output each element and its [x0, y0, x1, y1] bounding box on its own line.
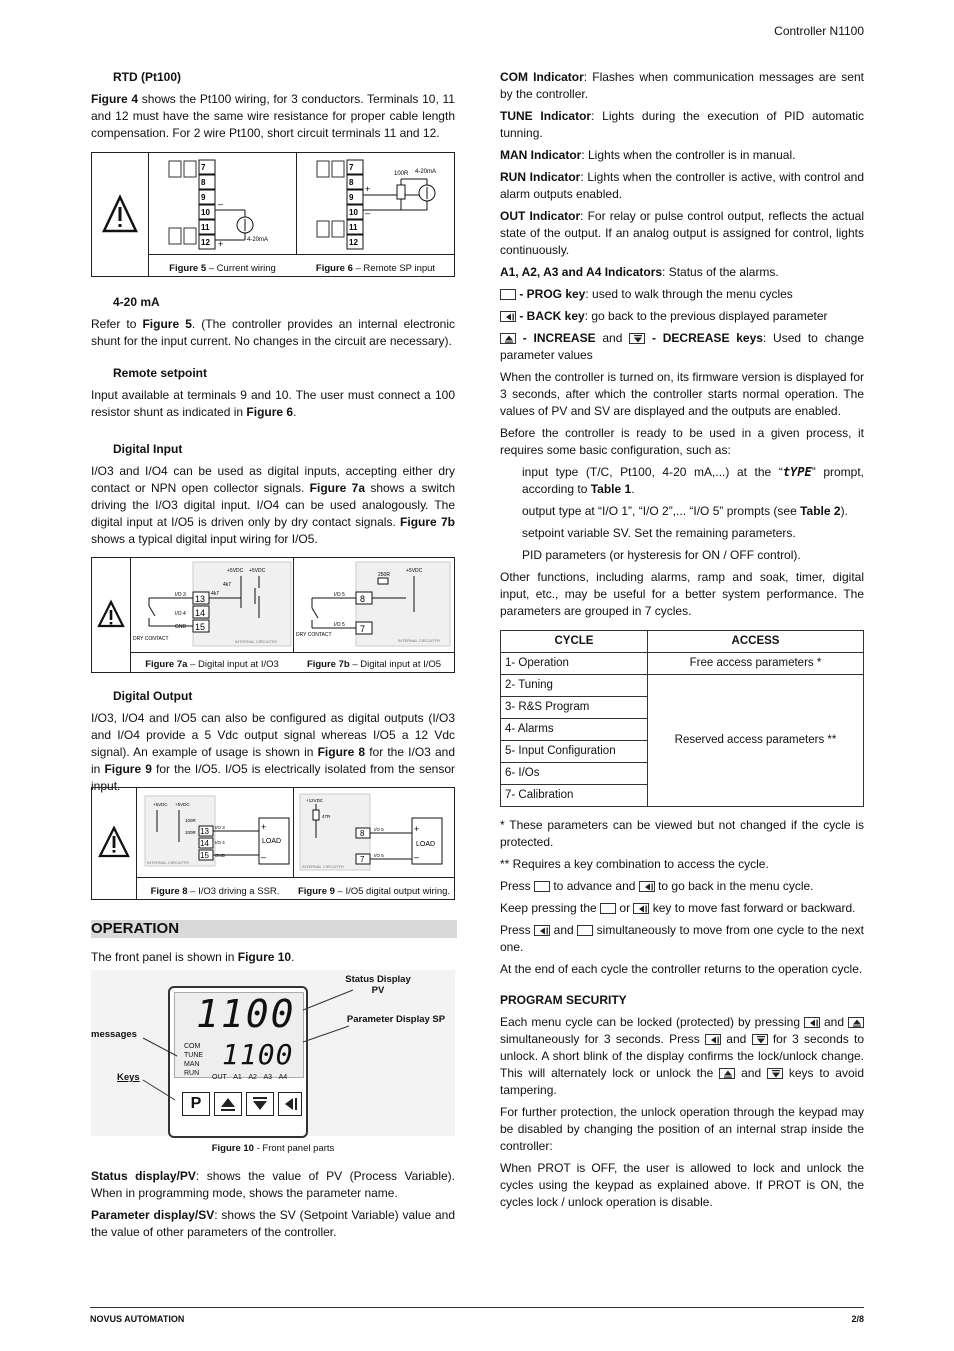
terminal-number: 8: [201, 178, 206, 187]
figure-8-diagram: [137, 788, 294, 877]
warning-icon: [92, 153, 148, 276]
callout-lines: [91, 970, 455, 1136]
figure-6-diagram: [297, 153, 454, 254]
current-wiring-diagram: [149, 153, 296, 254]
table-row: 1- Operation Free access parameters *: [501, 653, 864, 675]
f8_int: INTERNAL CIRCUITRY: [147, 860, 190, 865]
f7a_t1: 14: [195, 608, 206, 618]
figure-10-caption: Figure 10 - Front panel parts: [211, 1143, 335, 1154]
status-display-label: Status Display PV: [345, 974, 411, 996]
config-list-item-3: setpoint variable SV. Set the remaining parameters.: [522, 526, 796, 540]
svg-text:+: +: [414, 824, 420, 834]
table-header-access: ACCESS: [648, 631, 864, 653]
f7a_io4: I/O 4: [175, 611, 186, 617]
f7b_io5b: I/O 5: [334, 622, 345, 628]
operation-section-heading: OPERATION: [91, 920, 457, 938]
figure-9-caption: Figure 9 – I/O5 digital output wiring.: [297, 886, 451, 897]
f7a_t2: 15: [195, 622, 206, 632]
increase-key-icon: [848, 1017, 864, 1028]
io5-output-diagram: [294, 788, 454, 877]
terminal-number: 12: [201, 238, 210, 247]
terminal-number: 11: [349, 223, 358, 232]
table-row: 2- Tuning Reserved access parameters **: [501, 675, 864, 697]
f7b_r: 250R: [378, 572, 390, 578]
further-protection-paragraph: For further protection, the unlock operation through the keypad may be disabled by changing the position of an internal strap inside the controller:: [500, 1105, 864, 1153]
f7a_gnd: GND: [175, 624, 187, 630]
power-on-paragraph: When the controller is turned on, its firmware version is displayed for 3 seconds, after which the controller starts normal operation. The values of PV and SV are displayed and the outputs are enabled.: [500, 370, 864, 418]
f7b_dry: DRY CONTACT: [296, 632, 332, 638]
footer-left: NOVUS AUTOMATION: [90, 1314, 185, 1324]
f7a_v2: +5VDC: [249, 568, 266, 574]
f9_int: INTERNAL CIRCUITRY: [302, 864, 345, 869]
figure-7-box: [91, 557, 455, 673]
footer-page-number: 2/8: [851, 1314, 864, 1324]
rtd-heading: RTD (Pt100): [113, 70, 182, 84]
decrease-key-icon: [767, 1068, 783, 1079]
figure-5-diagram: [149, 153, 297, 254]
indicator-tune: TUNE: [184, 1052, 204, 1059]
parameter-display-paragraph: Parameter display/SV: shows the SV (Setpoint Variable) value and the value of other parameters of the controller.: [91, 1208, 455, 1239]
digital-input-heading: Digital Input: [113, 442, 183, 456]
terminal-number: 10: [201, 208, 210, 217]
ma-paragraph: Refer to Figure 5. (The controller provides an internal electronic shunt for the input current. No changes in the circuit are necessary).: [91, 317, 455, 348]
digital-input-io3-diagram: [131, 558, 293, 652]
digital-input-paragraph: I/O3 and I/O4 can be used as digital inputs, accepting either dry contact or NPN open collector signals. Figure 7a shows a switch driving the I/O3 digital input. I/O4 can be used analogously. The digital input at I/O5 is driven only by dry contact signals. Figure 7b shows a typical digital input wiring for I/O5.: [91, 464, 455, 546]
figure-5-6-box: [91, 152, 455, 277]
svg-text:+: +: [218, 239, 224, 249]
back-key-icon: [804, 1017, 820, 1028]
decrease-key-icon: [752, 1034, 768, 1045]
run-indicator-paragraph: RUN Indicator: Lights when the controller is active, with control and alarm outputs enabled.: [500, 170, 864, 201]
indicator-a2: A2: [248, 1074, 257, 1081]
f7a_v1: +5VDC: [227, 568, 244, 574]
decrease-key-icon: [629, 333, 645, 344]
f9_t1: 7: [360, 855, 365, 864]
f7b_t0: 8: [360, 594, 366, 604]
figure-6-caption: Figure 6 – Remote SP input: [315, 263, 436, 274]
f8_load: LOAD: [262, 838, 282, 845]
f8_t0: 13: [200, 827, 209, 836]
f8_io4: I/O 4: [215, 840, 225, 845]
terminal-number: 8: [349, 178, 354, 187]
f8_v2: +5VDC: [175, 802, 190, 807]
increase-key-icon: [719, 1068, 735, 1079]
config-list-item-1: input type (T/C, Pt100, 4-20 mA,...) at the “tYPE” prompt, according to Table 1.: [522, 465, 865, 496]
svg-text:–: –: [414, 852, 420, 862]
note-key-combination: ** Requires a key combination to access the cycle.: [500, 857, 769, 871]
footer-rule: [90, 1307, 864, 1308]
table-row: 6- I/Os: [501, 763, 864, 785]
config-list-item-2: output type at “I/O 1”, “I/O 2”,... “I/O 5” prompts (see Table 2).: [522, 504, 848, 518]
program-security-heading: PROGRAM SECURITY: [500, 993, 627, 1007]
operation-intro: The front panel is shown in Figure 10.: [91, 950, 295, 964]
increase-key-icon: [500, 333, 516, 344]
table-row: 7- Calibration: [501, 785, 864, 807]
f9_r: 47R: [322, 814, 331, 819]
ma-heading: 4-20 mA: [113, 295, 160, 309]
f7b_int: INTERNAL CIRCUITRY: [398, 638, 441, 643]
page-header-title: Controller N1100: [774, 24, 864, 38]
indicator-a3: A3: [263, 1074, 273, 1081]
svg-text:+: +: [261, 822, 267, 832]
indicator-a1: A1: [233, 1074, 242, 1081]
tune-indicator-paragraph: TUNE Indicator: Lights during the execution of PID automatic tunning.: [500, 109, 865, 140]
terminal-number: 9: [201, 193, 206, 202]
increase-decrease-paragraph: - INCREASE and - DECREASE keys: Used to change parameter values: [500, 331, 864, 362]
indicator-man: MAN: [184, 1061, 200, 1068]
figure-7b-diagram: [294, 558, 454, 652]
table-row: 4- Alarms: [501, 719, 864, 741]
terminal-number: 7: [201, 163, 206, 172]
figure-9-diagram: [294, 788, 454, 877]
alarm-indicators-paragraph: A1, A2, A3 and A4 Indicators: Status of the alarms.: [500, 265, 779, 279]
ssr-output-diagram: [137, 788, 293, 877]
digital-output-heading: Digital Output: [113, 689, 193, 703]
warning-icon: [92, 558, 130, 672]
back-key-icon: [633, 903, 649, 914]
status-display-paragraph: Status display/PV: shows the value of PV (Process Variable). When in programming mode, shows the parameter name.: [91, 1169, 455, 1200]
indicator-a4: A4: [278, 1074, 288, 1081]
f8_v1: +5VDC: [153, 802, 168, 807]
keys-label: Keys: [117, 1072, 140, 1083]
digital-input-io5-diagram: [294, 558, 454, 652]
f9_load: LOAD: [416, 841, 436, 848]
back-key-icon: [534, 925, 550, 936]
prog-key-icon: [534, 881, 550, 892]
f7a_t0: 13: [195, 594, 206, 604]
f6s: 4-20mA: [415, 169, 437, 175]
f8_r2: 100R: [185, 830, 196, 835]
note-protected: * These parameters can be viewed but not changed if the cycle is protected.: [500, 818, 864, 849]
keep-pressing-paragraph: Keep pressing the or key to move fast forward or backward.: [500, 901, 856, 915]
end-of-cycle-paragraph: At the end of each cycle the controller returns to the operation cycle.: [500, 962, 863, 976]
prot-paragraph: When PROT is OFF, the user is allowed to lock and unlock the cycles using the keypad as explained above. If PROT is ON, the cycles lock / unlock operation is disable.: [500, 1161, 864, 1209]
f7b_t1: 7: [360, 624, 366, 634]
config-list-item-4: PID parameters (or hysteresis for ON / OFF control).: [522, 548, 801, 562]
other-functions-paragraph: Other functions, including alarms, ramp and soak, timer, digital input, etc., may be useful for a better system performance. The parameters are grouped in 7 cycles.: [500, 570, 864, 618]
prog-key-paragraph: - PROG key: used to walk through the menu cycles: [500, 286, 864, 303]
f9_v: +12VDC: [306, 798, 324, 803]
f9_io5: I/O 5: [374, 827, 384, 832]
f7a_io3: I/O 3: [175, 592, 186, 598]
f9_io5b: I/O 5: [374, 853, 384, 858]
svg-text:–: –: [365, 208, 371, 218]
digital-output-paragraph: I/O3, I/O4 and I/O5 can also be configured as digital outputs (I/O3 and I/O4 provide a 5 Vdc output signal whereas I/O5 a 12 Vdc signal). An example of usage is shown in Figure 8 for the I/O3 and in Figure 9 for the I/O5. I/O5 is electrically isolated from the sensor input.: [91, 711, 456, 793]
p-key-button[interactable]: P: [182, 1092, 210, 1116]
indicator-out: OUT: [212, 1074, 227, 1081]
f8_gnd: GND: [215, 853, 225, 858]
f7a_dry: DRY CONTACT: [133, 636, 169, 642]
f7a_int: INTERNAL CIRCUITRY: [235, 639, 278, 644]
remote-setpoint-heading: Remote setpoint: [113, 366, 208, 380]
figure-7a-caption: Figure 7a – Digital input at I/O3: [145, 659, 279, 670]
back-key-icon: [639, 881, 655, 892]
warning-cell: [92, 153, 149, 276]
terminal-number: 7: [349, 163, 354, 172]
svg-text:+: +: [365, 184, 371, 194]
figure-7a-diagram: [131, 558, 294, 652]
before-paragraph: Before the controller is ready to be used in a given process, it requires some basic configuration, such as:: [500, 426, 864, 457]
figure-5-caption: Figure 5 – Current wiring: [169, 263, 276, 274]
svg-text:–: –: [261, 852, 267, 862]
cycles-table: [500, 630, 864, 807]
back-key-paragraph: - BACK key: go back to the previous displayed parameter: [500, 308, 864, 325]
table-header-cycle: CYCLE: [501, 631, 648, 653]
remote-sp-diagram: [297, 153, 454, 254]
figure-10-front-panel: [91, 970, 455, 1154]
prog-key-icon: [577, 925, 593, 936]
back-key-icon: [500, 311, 516, 322]
f7a_r2: 4k7: [211, 591, 220, 597]
figure-7b-caption: Figure 7b – Digital input at I/O5: [306, 659, 442, 670]
svg-text:–: –: [218, 199, 224, 209]
messages-label: messages: [91, 1029, 137, 1040]
remote-setpoint-paragraph: Input available at terminals 9 and 10. The user must connect a 100 resistor shunt as indicated in Figure 6.: [91, 388, 455, 419]
com-indicator-paragraph: COM Indicator: Flashes when communication messages are sent by the controller.: [500, 70, 864, 101]
rtd-paragraph: Figure 4 shows the Pt100 wiring, for 3 conductors. Terminals 10, 11 and 12 must have the same wire resistance for proper cable length compensation. For 2 wire Pt100, short circuit terminals 11 and 12.: [91, 92, 455, 140]
prog-key-icon: [500, 289, 516, 300]
terminal-number: 12: [349, 238, 358, 247]
prog-key-icon: [600, 903, 616, 914]
left-column: [91, 69, 455, 142]
press-simultaneous-paragraph: Press and simultaneously to move from one cycle to the next one.: [500, 923, 864, 954]
f9_t0: 8: [360, 829, 365, 838]
indicator-run: RUN: [184, 1070, 200, 1077]
table-row: 3- R&S Program: [501, 697, 864, 719]
right-column: [500, 69, 864, 1211]
press-advance-paragraph: Press to advance and to go back in the menu cycle.: [500, 879, 814, 893]
table-row: 5- Input Configuration: [501, 741, 864, 763]
man-indicator-paragraph: MAN Indicator: Lights when the controller is in manual.: [500, 148, 796, 162]
indicator-com: COM: [184, 1043, 201, 1050]
figure-8-caption: Figure 8 – I/O3 driving a SSR.: [150, 886, 280, 897]
f8_r1: 100R: [185, 818, 196, 823]
f8_t2: 15: [200, 851, 209, 860]
terminal-number: 9: [349, 193, 354, 202]
terminal-number: 11: [201, 223, 210, 232]
f8_io3: I/O 3: [215, 825, 225, 830]
figure-8-9-box: [91, 787, 455, 900]
f7a_r: 4k7: [223, 582, 232, 588]
program-security-paragraph: Each menu cycle can be locked (protected) by pressing and simultaneously for 3 seconds. Press and for 3 seconds to unlock. A short blink of the display confirms the lock/unlock change. This will alternately lock or unlock the and keys to avoid tampering.: [500, 1015, 865, 1097]
pv-display: 1100: [196, 992, 296, 1036]
back-key-icon: [705, 1034, 721, 1045]
out-indicator-paragraph: OUT Indicator: For relay or pulse control output, reflects the actual state of the output. If an analog output is assigned for control, lights continuously.: [500, 209, 864, 257]
sv-display: 1100: [222, 1038, 294, 1071]
f7b_io5: I/O 5: [334, 592, 345, 598]
parameter-display-label: Parameter Display SP: [346, 1014, 446, 1025]
f5lab: 4-20mA: [247, 237, 269, 243]
terminal-number: 10: [349, 208, 358, 217]
f6r: 100R: [394, 171, 409, 177]
f7b_v: +5VDC: [406, 568, 423, 574]
f8_t1: 14: [200, 839, 209, 848]
warning-icon: [92, 788, 136, 899]
